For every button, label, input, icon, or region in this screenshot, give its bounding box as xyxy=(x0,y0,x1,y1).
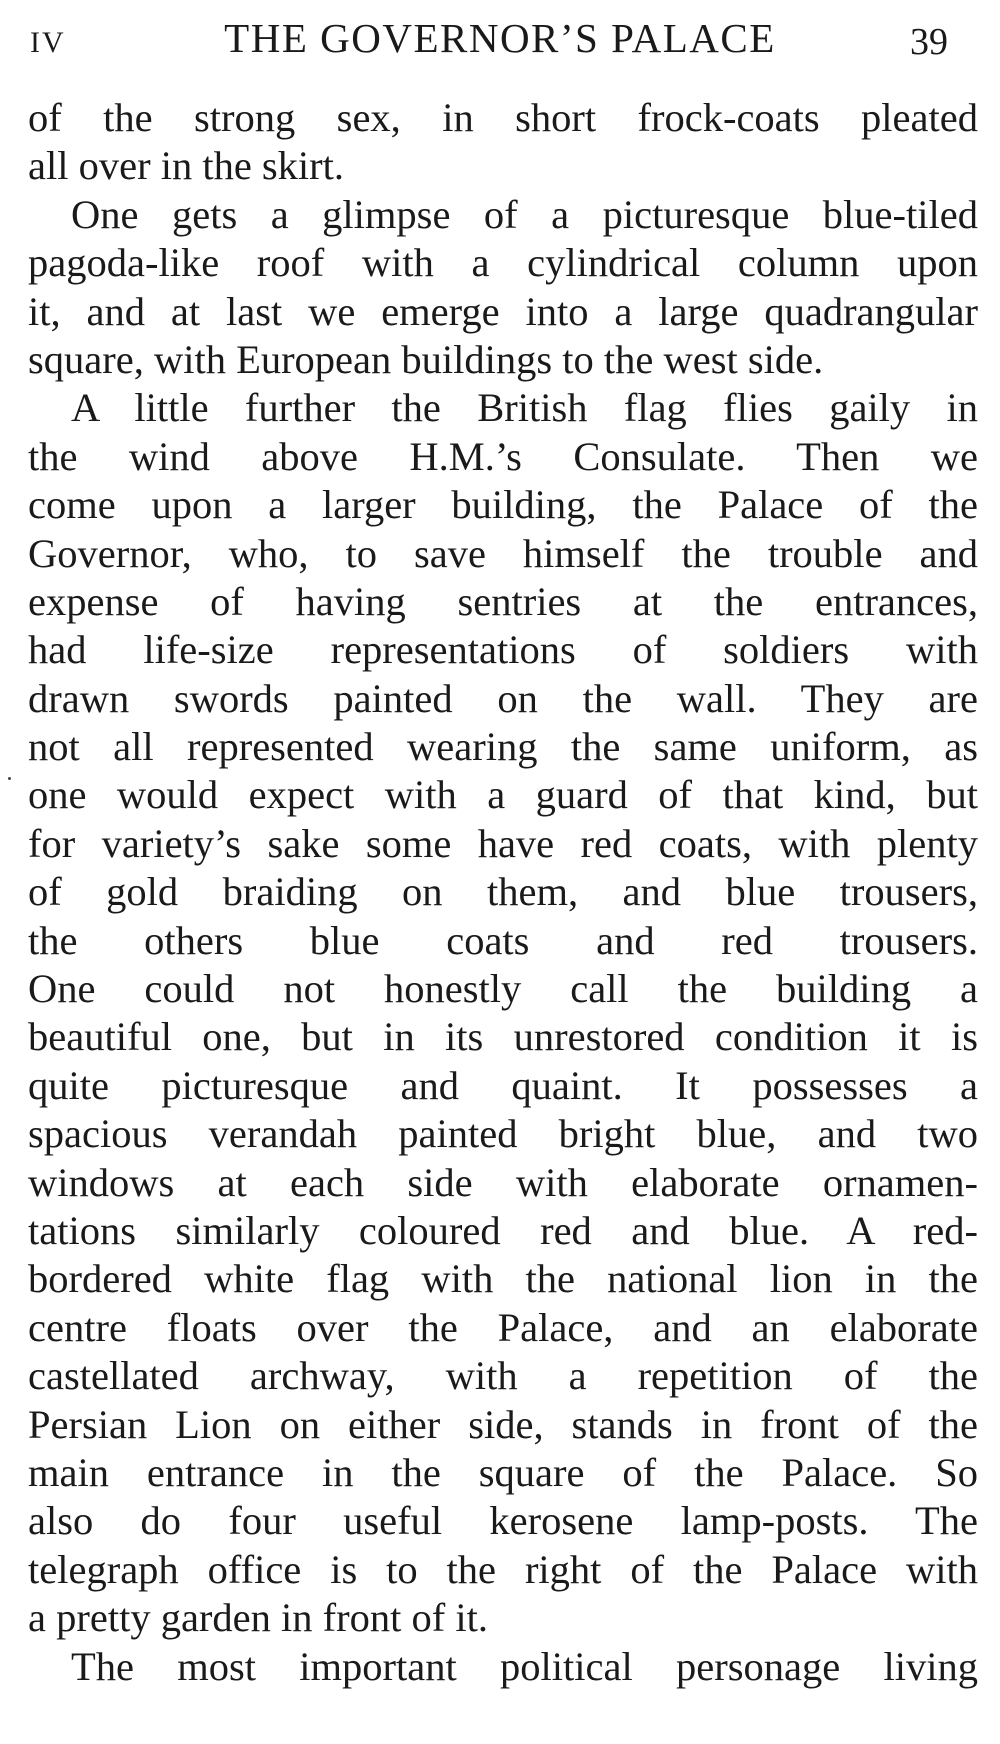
text-line: The most important political personage living xyxy=(71,1643,978,1689)
text-line: beautiful one, but in its unrestored condition it is xyxy=(28,1014,978,1060)
text-line: all over in the skirt. xyxy=(28,143,345,189)
text-line: A little further the British flag flies gaily in xyxy=(71,385,978,431)
chapter-number: IV xyxy=(30,26,66,59)
text-line: also do four useful kerosene lamp-posts. The xyxy=(28,1498,978,1544)
text-line: come upon a larger building, the Palace of the xyxy=(28,482,978,528)
text-line: for variety’s sake some have red coats, with plenty xyxy=(28,820,978,866)
text-line: One gets a glimpse of a picturesque blue-tiled xyxy=(71,191,978,237)
text-line: Persian Lion on either side, stands in front of the xyxy=(28,1401,978,1447)
body-text xyxy=(28,94,978,1691)
text-line: square, with European buildings to the west side. xyxy=(28,336,824,382)
text-line: quite picturesque and quaint. It possesses a xyxy=(28,1062,978,1108)
text-line: bordered white flag with the national lion in the xyxy=(28,1256,978,1302)
text-line: main entrance in the square of the Palace. So xyxy=(28,1449,978,1495)
text-line: One could not honestly call the building a xyxy=(28,966,978,1012)
text-line: of gold braiding on them, and blue trousers, xyxy=(28,869,978,915)
text-line: it, and at last we emerge into a large quadrangular xyxy=(28,288,978,334)
text-line: one would expect with a guard of that kind, but xyxy=(28,772,978,818)
text-line: pagoda-like roof with a cylindrical column upon xyxy=(28,240,978,286)
margin-speck xyxy=(8,777,11,780)
running-title: THE GOVERNOR’S PALACE xyxy=(224,15,776,61)
text-line: drawn swords painted on the wall. They are xyxy=(28,675,978,721)
text-line: Governor, who, to save himself the trouble and xyxy=(28,530,978,576)
text-line: tations similarly coloured red and blue. A red- xyxy=(28,1207,978,1253)
text-line: the wind above H.M.’s Consulate. Then we xyxy=(28,433,978,479)
text-line: telegraph office is to the right of the Palace with xyxy=(28,1546,978,1592)
text-line: expense of having sentries at the entrances, xyxy=(28,578,978,624)
running-head xyxy=(0,0,1000,80)
text-line: a pretty garden in front of it. xyxy=(28,1595,488,1641)
page-number: 39 xyxy=(910,21,948,63)
text-line: the others blue coats and red trousers. xyxy=(28,917,978,963)
text-line: had life-size representations of soldiers with xyxy=(28,627,978,673)
text-line: castellated archway, with a repetition of the xyxy=(28,1353,978,1399)
text-line: centre floats over the Palace, and an elaborate xyxy=(28,1304,978,1350)
text-line: of the strong sex, in short frock-coats pleated xyxy=(28,95,978,140)
text-line: not all represented wearing the same uniform, as xyxy=(28,724,978,770)
text-line: windows at each side with elaborate ornamen- xyxy=(28,1159,978,1205)
text-line: spacious verandah painted bright blue, and two xyxy=(28,1111,978,1157)
